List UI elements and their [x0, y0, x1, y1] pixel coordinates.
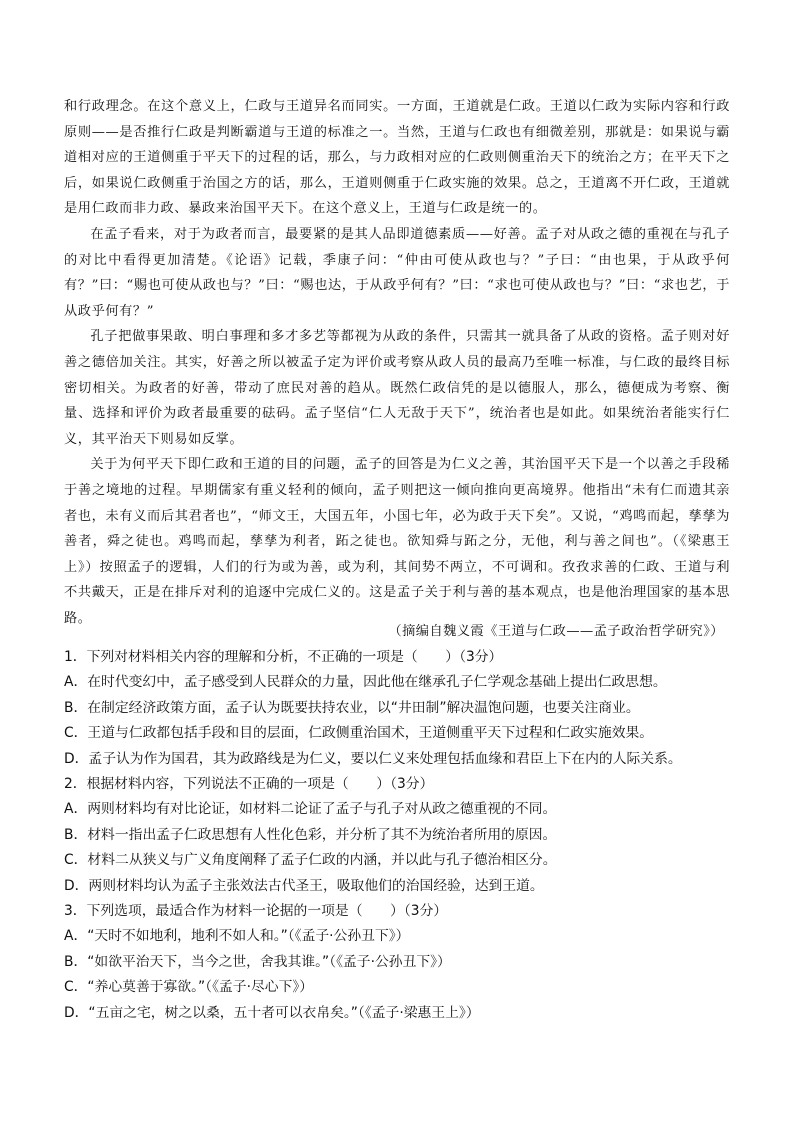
- question-option: D．“五亩之宅，树之以桑，五十者可以衣帛矣。”（《孟子·梁惠王上》）: [64, 1004, 480, 1021]
- question-stem: 3．下列选项，最适合作为材料一论据的一项是（ ）（3分）: [64, 903, 448, 920]
- question-option: A．两则材料均有对比论证，如材料二论证了孟子与孔子对从政之德重视的不同。: [64, 801, 557, 818]
- question-option: A．在时代变幻中，孟子感受到人民群众的力量，因此他在继承孔子仁学观念基础上提出仁政思想。: [64, 674, 667, 691]
- passage-source: （摘编自魏义霞《王道与仁政——孟子政治哲学研究》）: [388, 624, 724, 639]
- question-option: C．王道与仁政都包括手段和目的层面，仁政侧重治国术，王道侧重平天下过程和仁政实施效果。: [64, 725, 654, 742]
- question-option: C．“养心莫善于寡欲。”（《孟子·尽心下》）: [64, 979, 314, 996]
- question-option: D．孟子认为作为国君，其为政路线是为仁义，要以仁义来处理包括血缘和君臣上下在内的人际关系。: [64, 750, 682, 767]
- passage-paragraph: 和行政理念。在这个意义上，仁政与王道异名而同实。一方面，王道就是仁政。王道以仁政为实际内容和行政原则——是否推行仁政是判断霸道与王道的标准之一。当然，王道与仁政也有细微差别，那就是：如果说与霸道相对应的王道侧重于平天下的过程的话，那么，与力政相对应的仁政则侧重治天下的统治之方；在平天下之后，如果说仁政侧重于治国之方的话，那么，王道则侧重于仁政实施的效果。总之，王道离不开仁政，王道就是用仁政而非力政、暴政来治国平天下。在这个意义上，王道与仁政是统一的。: [64, 99, 730, 217]
- passage-paragraph: 在孟子看来，对于为政者而言，最要紧的是其人品即道德素质——好善。孟子对从政之德的重视在与孔子的对比中看得更加清楚。《论语》记载，季康子问：“仲由可使从政也与？”子曰：“由也果，于从政乎何有？”曰：“赐也可使从政也与？”曰：“赐也达，于从政乎何有？”曰：“求也可使从政也与？”曰：“求也艺，于从政乎何有？”: [64, 226, 730, 319]
- question-stem: 2．根据材料内容，下列说法不正确的一项是（ ）（3分）: [64, 776, 434, 793]
- passage-paragraph: 孔子把做事果敢、明白事理和多才多艺等都视为从政的条件，只需其一就具备了从政的资格。孟子则对好善之德倍加关注。其实，好善之所以被孟子定为评价或考察从政人员的最高乃至唯一标准，与仁政的最终目标密切相关。为政者的好善，带动了庶民对善的趋从。既然仁政信凭的是以德服人，那么，德便成为考察、衡量、选择和评价为政者最重要的砝码。孟子坚信“仁人无敌于天下”，统治者也是如此。如果统治者能实行仁义，其平治天下则易如反掌。: [64, 329, 730, 447]
- question-stem: 1．下列对材料相关内容的理解和分析，不正确的一项是（ ）（3分）: [64, 649, 503, 665]
- passage-paragraph: 关于为何平天下即仁政和王道的目的问题，孟子的回答是为仁义之善，其治国平天下是一个以善之手段稀于善之境地的过程。早期儒家有重义轻利的倾向，孟子则把这一倾向推向更高境界。他指出“未有仁而遗其亲者也，未有义而后其君者也”，“师文王，大国五年，小国七年，必为政于天下矣”。又说，“鸡鸣而起，孳孳为善者，舜之徒也。鸡鸣而起，孳孳为利者，跖之徒也。欲知舜与跖之分，无他，利与善之间也”。（《梁惠王上》）按照孟子的逻辑，人们的行为或为善，或为利，其间势不两立，不可调和。孜孜求善的仁政、王道与利不共戴天，正是在排斥对利的追逐中完成仁义的。这是孟子关于利与善的基本观点，也是他治理国家的基本思路。: [64, 457, 730, 626]
- reading-passage: [64, 94, 730, 631]
- question-list: [64, 645, 734, 1026]
- question-option: B．“如欲平治天下，当今之世，舍我其谁。”（《孟子·公孙丑下》）: [64, 953, 451, 970]
- question-option: B．在制定经济政策方面，孟子认为既要扶持农业，以“井田制”解决温饱问题，也要关注商业。: [64, 699, 640, 716]
- question-option: C．材料二从狭义与广义角度阐释了孟子仁政的内涵，并以此与孔子德治相区分。: [64, 852, 557, 869]
- question-option: A．“天时不如地利，地利不如人和。”（《孟子·公孙丑下》）: [64, 928, 410, 945]
- question-option: B．材料一指出孟子仁政思想有人性化色彩，并分析了其不为统治者所用的原因。: [64, 826, 557, 843]
- question-option: D．两则材料均认为孟子主张效法古代圣王，吸取他们的治国经验，达到王道。: [64, 877, 544, 894]
